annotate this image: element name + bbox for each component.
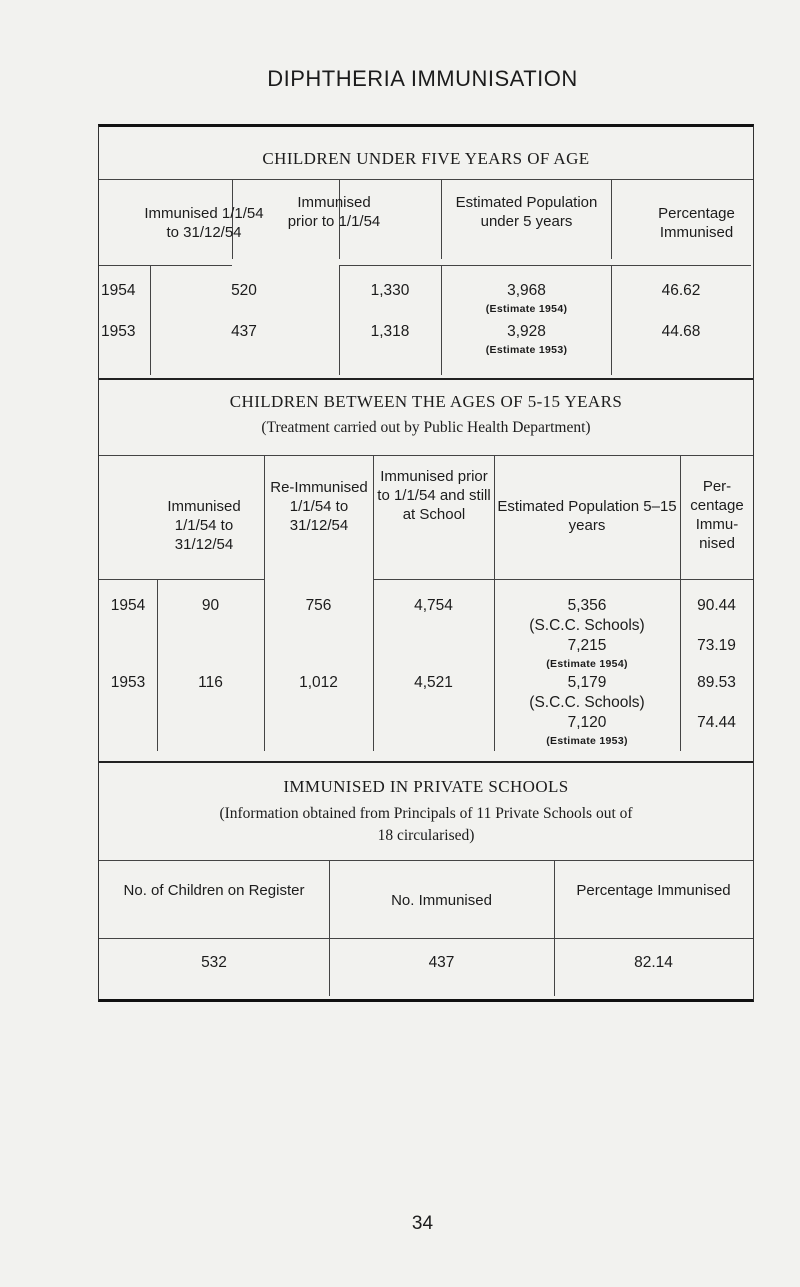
s1-header-rule — [339, 265, 751, 266]
s2-row-year: 1954 — [110, 597, 146, 614]
s2-header-immunised: Immunised 1/1/54 to 31/12/54 — [167, 498, 241, 553]
section1-title: CHILDREN UNDER FIVE YEARS OF AGE — [262, 149, 590, 168]
section3-title: IMMUNISED IN PRIVATE SCHOOLS — [283, 777, 569, 796]
section2-bottom-rule — [99, 761, 753, 763]
s2-cell-pct-schools: 89.53 — [697, 674, 736, 691]
s2-cell-pop-estimate: 7,120 — [567, 714, 607, 731]
s2-cell-schools-label: (S.C.C. Schools) — [529, 617, 645, 634]
s2-cell-pct-schools: 90.44 — [697, 597, 736, 614]
section3-subtitle-line1: (Information obtained from Principals of 11 Private Schools out of — [219, 805, 633, 822]
s2-header-percentage: Per-centage Immu-nised — [690, 478, 744, 552]
s2-cell-immunised: 90 — [201, 597, 220, 614]
section1-bottom-rule — [99, 378, 753, 380]
s1-row-year: 1954 — [101, 282, 136, 299]
page-number: 34 — [411, 1213, 434, 1234]
s1-header-divider — [441, 179, 442, 259]
s1-body-divider — [150, 265, 151, 375]
s1-cell-population-note: (Estimate 1954) — [485, 303, 568, 315]
s2-cell-reimmunised: 756 — [305, 597, 332, 614]
s2-cell-prior: 4,521 — [414, 674, 453, 691]
s3-cell-register: 532 — [201, 954, 227, 971]
section2-title: CHILDREN BETWEEN THE AGES OF 5-15 YEARS — [229, 392, 623, 411]
s3-header-percentage: Percentage Immunised — [576, 882, 731, 899]
s3-header-rule — [99, 938, 753, 939]
s2-header-divider — [373, 455, 374, 579]
s3-header-register: No. of Children on Register — [123, 882, 305, 899]
s2-cell-pop-estimate: 7,215 — [567, 637, 607, 654]
s2-cell-schools-label: (S.C.C. Schools) — [529, 694, 645, 711]
s2-header-rule — [373, 579, 753, 580]
immunisation-tables-frame — [98, 124, 754, 1002]
s1-cell-percentage: 46.62 — [661, 282, 701, 299]
section3-top-rule — [99, 860, 753, 861]
s2-cell-immunised: 116 — [198, 674, 223, 691]
s2-header-divider — [264, 455, 265, 579]
section3-subtitle-line2: 18 circularised) — [377, 827, 475, 844]
s1-header-percentage: Percentage Immunised — [658, 205, 735, 241]
s1-header-population: Estimated Population under 5 years — [455, 194, 598, 230]
s1-body-divider — [441, 265, 442, 375]
s1-cell-immunised: 520 — [231, 282, 257, 299]
s2-header-rule — [99, 579, 264, 580]
s2-cell-prior: 4,754 — [414, 597, 453, 614]
section2-top-rule — [99, 455, 753, 456]
s2-row-year: 1953 — [110, 674, 146, 691]
s2-header-population: Estimated Population 5–15 years — [497, 498, 677, 534]
s3-cell-immunised: 437 — [428, 954, 455, 971]
s3-cell-percentage: 82.14 — [634, 954, 673, 971]
s2-cell-pct-estimate: 74.44 — [697, 714, 736, 731]
s1-cell-population: 3,928 — [507, 323, 546, 340]
s2-cell-pct-estimate: 73.19 — [697, 637, 736, 654]
section1-top-rule — [99, 179, 753, 180]
s2-cell-pop-schools: 5,179 — [567, 674, 607, 691]
s2-cell-reimmunised: 1,012 — [299, 674, 338, 691]
s1-cell-population: 3,968 — [507, 282, 546, 299]
s2-header-divider — [494, 455, 495, 579]
s2-cell-pop-schools: 5,356 — [567, 597, 607, 614]
s2-cell-estimate-note: (Estimate 1954) — [546, 658, 628, 670]
s1-cell-population-note: (Estimate 1953) — [485, 344, 568, 356]
s2-header-reimmunised: Re-Immunised 1/1/54 to 31/12/54 — [270, 479, 368, 534]
s3-divider — [329, 860, 330, 996]
s3-header-immunised: No. Immunised — [391, 892, 492, 909]
s2-cell-estimate-note: (Estimate 1953) — [546, 735, 628, 747]
s2-header-prior: Immunised prior to 1/1/54 and still at School — [377, 468, 491, 523]
s1-header-divider — [611, 179, 612, 259]
s1-header-immunised: Immunised 1/1/54 to 31/12/54 — [144, 205, 264, 241]
s1-cell-prior: 1,318 — [370, 323, 410, 340]
section2-subtitle: (Treatment carried out by Public Health Department) — [261, 419, 591, 436]
s1-header-rule — [99, 265, 232, 266]
page-title: DIPHTHERIA IMMUNISATION — [267, 66, 578, 91]
s1-cell-immunised: 437 — [231, 323, 257, 340]
s1-header-prior: Immunised prior to 1/1/54 — [287, 194, 381, 230]
s1-cell-percentage: 44.68 — [661, 323, 701, 340]
s1-cell-prior: 1,330 — [370, 282, 410, 299]
s1-row-year: 1953 — [101, 323, 136, 340]
